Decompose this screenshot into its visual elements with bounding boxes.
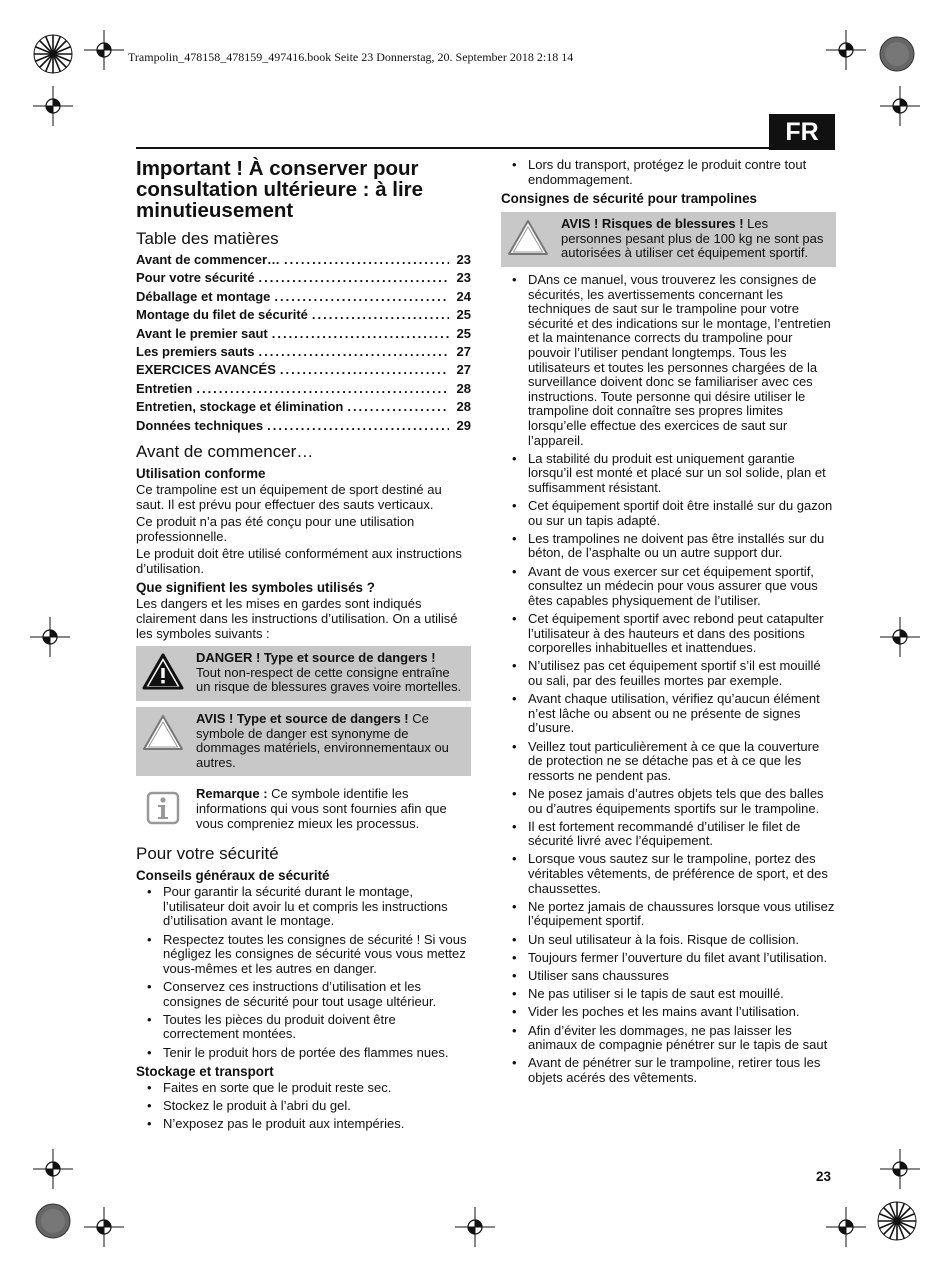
toc-entry-label: Les premiers sauts — [136, 343, 255, 359]
toc-entry-label: Pour votre sécurité — [136, 270, 255, 286]
subsection-heading: Utilisation conforme — [136, 465, 266, 481]
crosshair-mark-icon — [33, 1149, 73, 1189]
toc-entry[interactable] — [136, 398, 471, 416]
notice-title: DANGER ! Type et source de dangers ! — [196, 650, 436, 666]
toc-entry-page: 28 — [456, 399, 471, 415]
crosshair-mark-icon — [880, 86, 920, 126]
crosshair-mark-icon — [84, 30, 124, 70]
registration-star-icon — [32, 33, 74, 75]
left-column — [136, 158, 471, 1136]
toc-entry[interactable] — [136, 361, 471, 379]
notice-text: Ce symbole de danger est synonyme de dommages matériels, environnementaux ou autres. — [196, 711, 449, 770]
toc-entry[interactable] — [136, 269, 471, 287]
bullet-list — [501, 273, 836, 1086]
danger-notice — [136, 646, 471, 701]
list-item: • Pour garantir la sécurité durant le montage, l’utilisateur doit avoir lu et compris les instructions d’utilisation avant le montage. — [136, 885, 471, 929]
toc-leader — [267, 417, 448, 435]
crosshair-mark-icon — [84, 1207, 124, 1247]
list-item: • Un seul utilisateur à la fois. Risque de collision. — [501, 933, 836, 948]
toc-leader — [196, 380, 448, 398]
crosshair-mark-icon — [826, 30, 866, 70]
toc-entry[interactable] — [136, 288, 471, 306]
paragraph: Ce produit n’a pas été conçu pour une utilisation professionnelle. — [136, 514, 415, 544]
crosshair-mark-icon — [33, 86, 73, 126]
notice-text: Tout non-respect de cette consigne entraîne un risque de blessures graves voire mortelles. — [196, 664, 462, 695]
list-item: • Toujours fermer l’ouverture du filet avant l’utilisation. — [501, 951, 836, 966]
list-item: • N’exposez pas le produit aux intempéries. — [136, 1117, 471, 1132]
list-item: • Ne pas utiliser si le tapis de saut est mouillé. — [501, 987, 836, 1002]
page-title: Important ! À conserver pour consultation ultérieure : à lire minutieusement — [136, 157, 424, 222]
list-item: • N’utilisez pas cet équipement sportif s’il est mouillé ou sali, par des feuilles mortes par exemple. — [501, 659, 836, 688]
toc-entry-label: Avant le premier saut — [136, 325, 268, 341]
bullet-list — [501, 158, 836, 187]
notice-title: AVIS ! Type et source de dangers ! — [196, 711, 409, 727]
notice-title: Remarque : — [196, 786, 268, 802]
toc-entry[interactable] — [136, 380, 471, 398]
toc-entry-page: 25 — [456, 307, 471, 323]
list-item: • Tenir le produit hors de portée des flammes nues. — [136, 1046, 471, 1061]
list-item: • Conservez ces instructions d’utilisation et les consignes de sécurité pour tout usage ultérieur. — [136, 980, 471, 1009]
list-item: • Ne posez jamais d’autres objets tels que des balles ou d’autres équipements sportifs sur le trampoline. — [501, 787, 836, 816]
list-item: • Cet équipement sportif doit être installé sur du gazon ou sur un tapis adapté. — [501, 499, 836, 528]
toc-entry-label: Données techniques — [136, 417, 264, 433]
subsection-heading: Conseils généraux de sécurité — [136, 868, 330, 884]
toc-entry-page: 24 — [456, 288, 471, 304]
bullet-list — [136, 885, 471, 1060]
notice-text: Les personnes pesant plus de 100 kg ne sont pas autorisées à utiliser cet équipement sportif. — [561, 216, 824, 261]
language-badge: FR — [769, 114, 835, 150]
registration-gray-circle-icon — [876, 33, 918, 75]
list-item: • La stabilité du produit est uniquement garantie lorsqu’il est monté et placé sur un sol solide, plan et suffisamment résistant. — [501, 452, 836, 496]
remark-notice — [136, 782, 471, 837]
list-item: • Stockez le produit à l’abri du gel. — [136, 1099, 471, 1114]
toc-entry[interactable] — [136, 343, 471, 361]
page-number: 23 — [816, 1169, 832, 1184]
header-rule — [136, 147, 834, 149]
toc-entry-page: 23 — [456, 252, 471, 267]
list-item: • Avant chaque utilisation, vérifiez qu’aucun élément n’est lâche ou absent ou ne présente de signes d’usure. — [501, 692, 836, 736]
toc-entry-page: 27 — [456, 343, 471, 359]
notice-title: AVIS ! Risques de blessures ! — [561, 216, 744, 232]
toc-entry-label: Entretien, stockage et élimination — [136, 399, 344, 415]
toc-entry-label: EXERCICES AVANCÉS — [136, 362, 276, 378]
subsection-heading: Stockage et transport — [136, 1064, 274, 1080]
info-icon — [142, 787, 186, 831]
list-item: • Utiliser sans chaussures — [501, 969, 836, 984]
toc-entry-page: 28 — [456, 380, 471, 396]
crosshair-mark-icon — [30, 617, 70, 657]
toc-heading: Table des matières — [136, 229, 279, 248]
registration-gray-circle-icon — [32, 1200, 74, 1242]
toc-entry[interactable] — [136, 306, 471, 324]
toc-entry-page: 29 — [456, 417, 471, 433]
list-item: • Respectez toutes les consignes de sécurité ! Si vous négligez les consignes de sécurité vous vous mettez vous-mêmes et les autres en danger. — [136, 933, 471, 977]
toc-leader — [274, 288, 448, 306]
avis-notice — [501, 212, 836, 267]
list-item: • Il est fortement recommandé d’utiliser le filet de sécurité livré avec l’équipement. — [501, 820, 836, 849]
toc-leader — [259, 269, 449, 287]
avis-notice — [136, 707, 471, 776]
subsection-heading: Consignes de sécurité pour trampolines — [501, 191, 757, 207]
list-item: • Afin d’éviter les dommages, ne pas laisser les animaux de compagnie pénétrer sur le tapis de saut — [501, 1024, 836, 1053]
toc-leader — [272, 325, 449, 343]
list-item: • Ne portez jamais de chaussures lorsque vous utilisez l’équipement sportif. — [501, 900, 836, 929]
list-item: • Avant de vous exercer sur cet équipement sportif, consultez un médecin pour vous assurer que vous êtes capables physiquement de l’utiliser. — [501, 565, 836, 609]
danger-warning-icon — [142, 651, 186, 695]
subsection-heading: Que signifient les symboles utilisés ? — [136, 580, 375, 596]
toc-entry-label: Déballage et montage — [136, 288, 271, 304]
list-item: • DAns ce manuel, vous trouverez les consignes de sécurités, les avertissements concernant les techniques de saut sur le trampoline pour votre sécurité et des indications sur le montage, l’entretien et la maintenance corrects du trampoline pour pouvoir l’utiliser pendant longtemps. Tous les utilisateurs et toutes les personnes chargées de la surveillance doivent donc se familiariser avec ces instructions. Toute personne qui désire utiliser le trampoline doit connaître ses propres limites lorsqu’elle effectue des exercices de saut sur l’appareil. — [501, 273, 836, 448]
crosshair-mark-icon — [880, 1149, 920, 1189]
toc-entry-page: 25 — [456, 325, 471, 341]
toc-entry[interactable] — [136, 251, 471, 269]
toc-leader — [284, 251, 449, 269]
crosshair-mark-icon — [455, 1207, 495, 1247]
toc-leader — [347, 398, 448, 416]
toc-leader — [259, 343, 449, 361]
toc-entry-label: Entretien — [136, 380, 193, 396]
toc-entry[interactable] — [136, 417, 471, 435]
print-header: Trampolin_478158_478159_497416.book Seite 23 Donnerstag, 20. September 2018 2:18 14 — [128, 50, 574, 64]
list-item: • Lorsque vous sautez sur le trampoline, portez des véritables vêtements, de préférence de sport, et des chaussettes. — [501, 852, 836, 896]
notice-text: Ce symbole identifie les informations qui vous sont fournies afin que vous compreniez mieux les processus. — [196, 786, 447, 831]
section-heading: Pour votre sécurité — [136, 844, 279, 864]
toc-entry[interactable] — [136, 325, 471, 343]
list-item: • Vider les poches et les mains avant l’utilisation. — [501, 1005, 836, 1020]
paragraph: Le produit doit être utilisé conformément aux instructions d’utilisation. — [136, 546, 462, 576]
caution-warning-icon — [507, 217, 551, 261]
caution-warning-icon — [142, 712, 186, 770]
list-item: • Avant de pénétrer sur le trampoline, retirer tous les objets acérés des vêtements. — [501, 1056, 836, 1085]
list-item: • Toutes les pièces du produit doivent être correctement montées. — [136, 1013, 471, 1042]
toc-entry-label: Montage du filet de sécurité — [136, 307, 308, 323]
toc-leader — [280, 361, 449, 379]
list-item: • Les trampolines ne doivent pas être installés sur du béton, de l’asphalte ou un autre support dur. — [501, 532, 836, 561]
crosshair-mark-icon — [880, 617, 920, 657]
table-of-contents — [136, 251, 471, 435]
toc-leader — [312, 306, 449, 324]
toc-entry-label: Avant de commencer… — [136, 252, 281, 267]
list-item: • Veillez tout particulièrement à ce que la couverture de protection ne se détache pas et à ce que les ressorts ne pendent pas. — [501, 740, 836, 784]
bullet-list — [136, 1081, 471, 1132]
list-item: • Cet équipement sportif avec rebond peut catapulter l’utilisateur à des hauteurs et dans des positions corporelles inhabituelles et inattendues. — [501, 612, 836, 656]
right-column — [501, 158, 836, 1089]
list-item: • Faites en sorte que le produit reste sec. — [136, 1081, 471, 1096]
toc-entry-page: 23 — [456, 270, 471, 286]
list-item: • Lors du transport, protégez le produit contre tout endommagement. — [501, 158, 836, 187]
toc-entry-page: 27 — [456, 362, 471, 378]
crosshair-mark-icon — [826, 1207, 866, 1247]
paragraph: Ce trampoline est un équipement de sport destiné au saut. Il est prévu pour effectuer des sauts verticaux. — [136, 481, 442, 512]
registration-star-icon — [876, 1200, 918, 1242]
section-heading: Avant de commencer… — [136, 441, 314, 461]
paragraph: Les dangers et les mises en gardes sont indiqués clairement dans les instructions d’utilisation. On a utilisé les symboles suivants : — [136, 596, 458, 641]
